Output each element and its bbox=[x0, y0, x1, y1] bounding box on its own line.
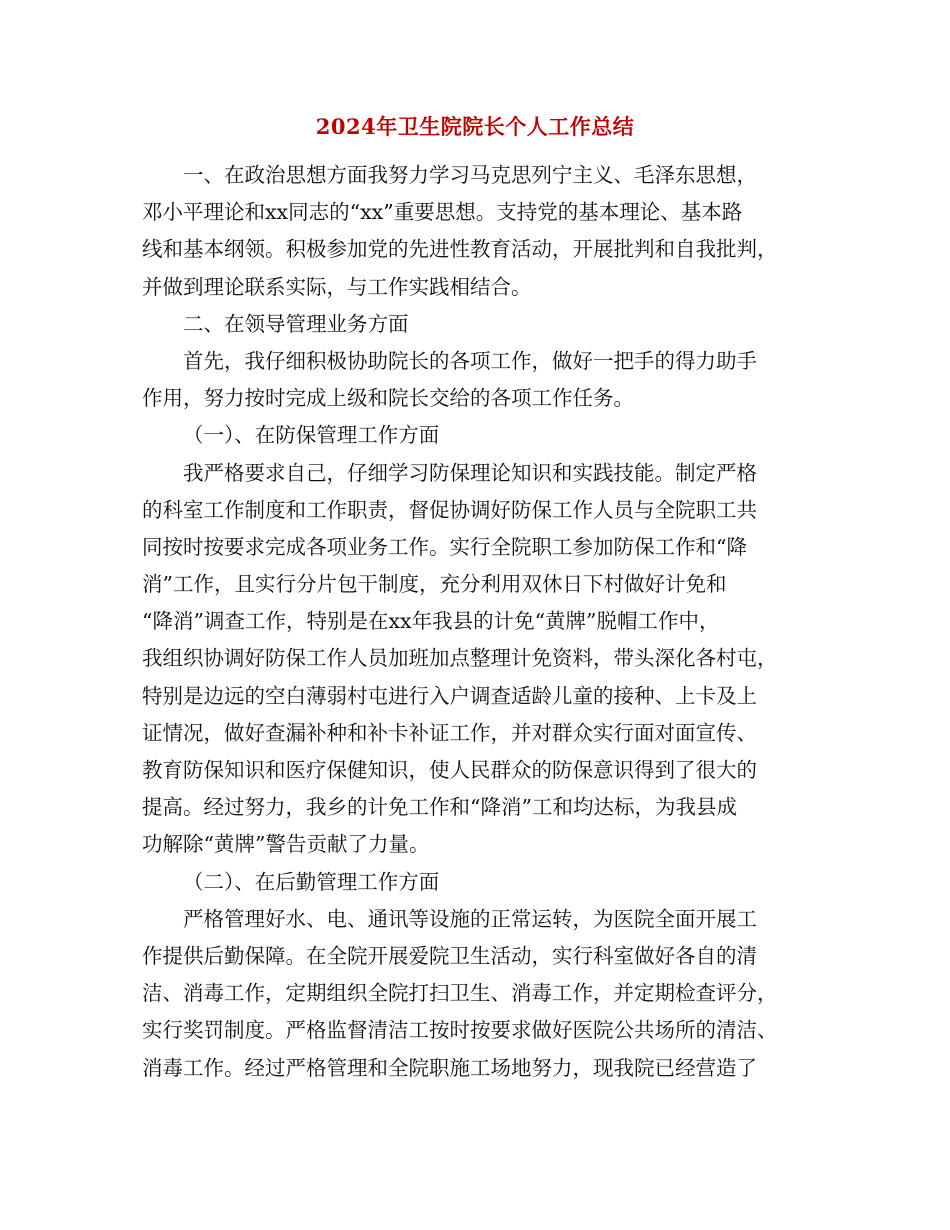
paragraph-line: 作用，努力按时完成上级和院长交给的各项工作任务。 bbox=[142, 386, 634, 411]
paragraph-line: 的科室工作制度和工作职责，督促协调好防保工作人员与全院职工共 bbox=[142, 497, 757, 522]
paragraph-line: 消毒工作。经过严格管理和全院职施工场地努力，现我院已经营造了 bbox=[142, 1055, 757, 1080]
paragraph-line: 邓小平理论和xx同志的“xx”重要思想。支持党的基本理论、基本路 bbox=[142, 200, 743, 225]
paragraph-line: 同按时按要求完成各项业务工作。实行全院职工参加防保工作和“降 bbox=[142, 534, 747, 559]
paragraph-line: 洁、消毒工作，定期组织全院打扫卫生、消毒工作，并定期检查评分， bbox=[142, 981, 778, 1006]
paragraph-line: 功解除“黄牌”警告贡献了力量。 bbox=[142, 832, 430, 857]
paragraph-line: 证情况，做好查漏补种和补卡补证工作，并对群众实行面对面宣传、 bbox=[142, 720, 757, 745]
paragraph-line: 教育防保知识和医疗保健知识，使人民群众的防保意识得到了很大的 bbox=[142, 758, 757, 782]
document-body bbox=[142, 157, 806, 1087]
paragraph-first-line: 我严格要求自己，仔细学习防保理论知识和实践技能。制定严格 bbox=[183, 460, 757, 485]
paragraph-first-line: 严格管理好水、电、通讯等设施的正常运转，为医院全面开展工 bbox=[183, 906, 757, 931]
paragraph-line: 并做到理论联系实际，与工作实践相结合。 bbox=[142, 274, 532, 299]
paragraph-line: “降消”调查工作，特别是在xx年我县的计免“黄牌”脱帽工作中， bbox=[142, 609, 720, 634]
paragraph-line: 线和基本纲领。积极参加党的先进性教育活动，开展批判和自我批判， bbox=[142, 237, 778, 262]
document-title: 2024年卫生院院长个人工作总结 bbox=[315, 114, 635, 139]
paragraph-line: 提高。经过努力，我乡的计免工作和“降消”工和均达标，为我县成 bbox=[142, 795, 737, 820]
paragraph-line: 作提供后勤保障。在全院开展爱院卫生活动，实行科室做好各自的清 bbox=[142, 943, 757, 968]
paragraph-line: 特别是边远的空白薄弱村屯进行入户调查适龄儿童的接种、上卡及上 bbox=[142, 683, 757, 708]
paragraph-first-line: （一）、在防保管理工作方面 bbox=[183, 423, 440, 448]
paragraph-line: 我组织协调好防保工作人员加班加点整理计免资料，带头深化各村屯， bbox=[142, 646, 778, 671]
paragraph-first-line: 一、在政治思想方面我努力学习马克思列宁主义、毛泽东思想， bbox=[183, 163, 757, 187]
paragraph-first-line: 首先，我仔细积极协助院长的各项工作，做好一把手的得力助手 bbox=[183, 348, 757, 373]
paragraph-first-line: 二、在领导管理业务方面 bbox=[183, 311, 409, 336]
paragraph-line: 消”工作，且实行分片包干制度，充分利用双休日下村做好计免和 bbox=[142, 572, 727, 597]
paragraph-line: 实行奖罚制度。严格监督清洁工按时按要求做好医院公共场所的清洁、 bbox=[142, 1018, 778, 1043]
paragraph-first-line: （二）、在后勤管理工作方面 bbox=[183, 869, 440, 894]
